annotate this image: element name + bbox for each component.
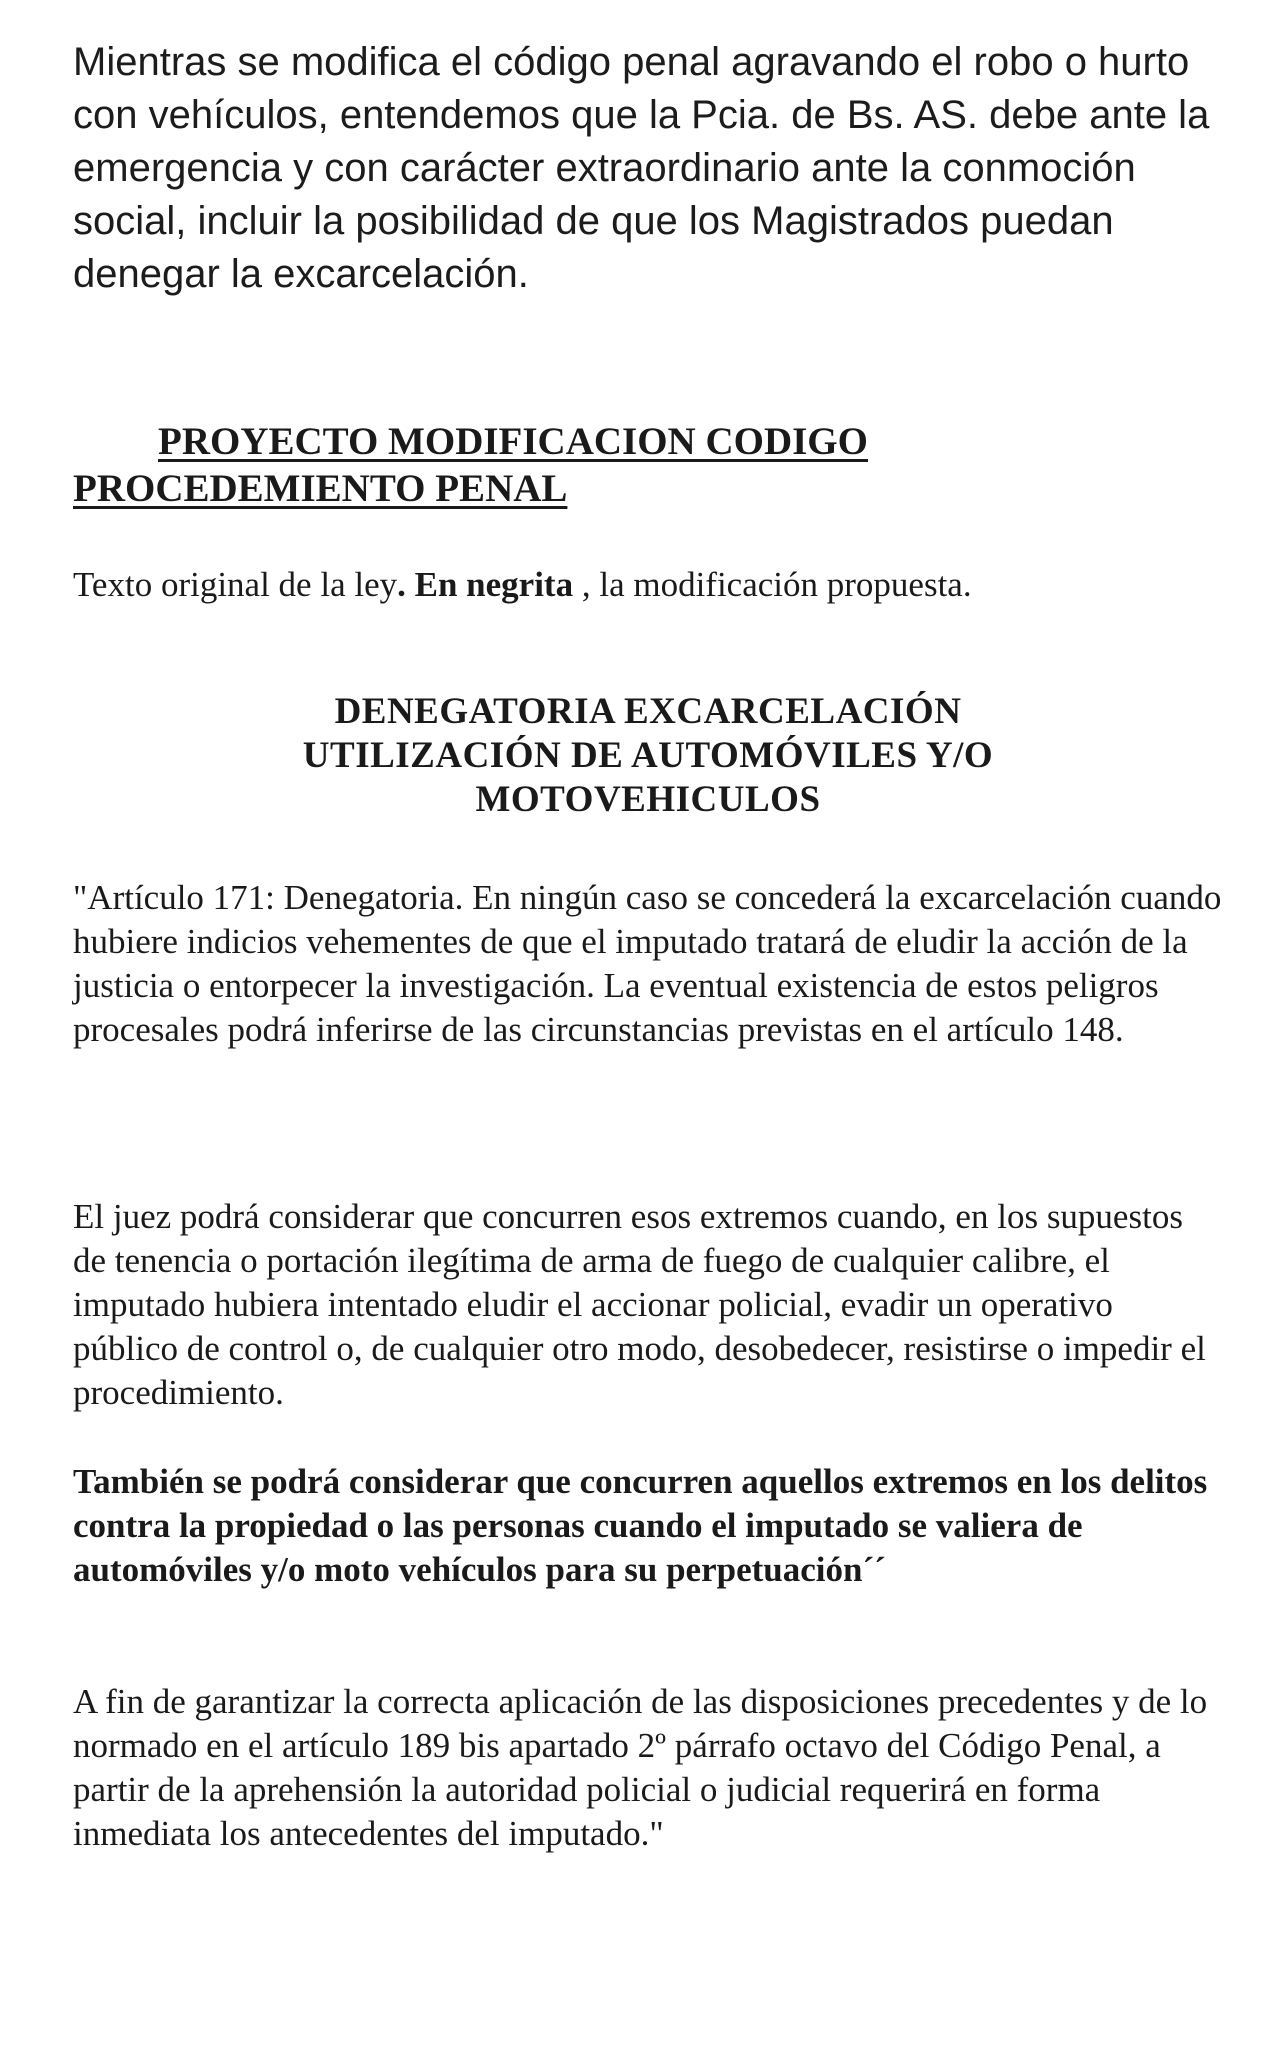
article-paragraph-1: "Artículo 171: Denegatoria. En ningún caso se concederá la excarcelación cuando hubiere indicios vehementes de que el imputado tratará de eludir la acción de la justicia o entorpecer la investigación. La eventual existencia de estos peligros procesales podrá inferirse de las circunstancias previstas en el artículo 148. [73,878,1222,1049]
document-title [73,418,1223,512]
note-suffix: , la modificación propuesta. [573,565,972,604]
article-paragraph-2: El juez podrá considerar que concurren esos extremos cuando, en los supuestos de tenencia o portación ilegítima de arma de fuego de cualquier calibre, el imputado hubiera intentado eludir el accionar policial, evadir un operativo público de control o, de cualquier otro modo, desobedecer, resistirse o impedir el procedimiento. [73,1197,1206,1412]
legend-note [73,563,1223,607]
subtitle-line-1: DENEGATORIA EXCARCELACIÓN [334,691,962,732]
title-line-2: PROCEDEMIENTO PENAL [73,467,568,510]
subtitle-line-3: MOTOVEHICULOS [475,779,821,820]
article-paragraph-proposed: También se podrá considerar que concurren aquellos extremos en los delitos contra la propiedad o las personas cuando el imputado se valiera de automóviles y/o moto vehículos para su perpetuación´´ [73,1462,1208,1589]
title-line-1: PROYECTO MODIFICACION CODIGO [158,420,868,463]
note-prefix: Texto original de la ley [73,565,398,604]
note-bold: . En negrita [397,565,574,604]
intro-paragraph: Mientras se modifica el código penal agravando el robo o hurto con vehículos, entendemos que la Pcia. de Bs. AS. debe ante la emergencia y con carácter extraordinario ante la conmoción social, incluir la posibilidad de que los Magistrados puedan denegar la excarcelación. [73,40,1210,296]
subtitle-line-2: UTILIZACIÓN DE AUTOMÓVILES Y/O [302,735,994,776]
article-paragraph-4: A fin de garantizar la correcta aplicación de las disposiciones precedentes y de lo normado en el artículo 189 bis apartado 2º párrafo octavo del Código Penal, a partir de la aprehensión la autoridad policial o judicial requerirá en forma inmediata los antecedentes del imputado." [73,1682,1208,1853]
section-heading [73,690,1223,822]
